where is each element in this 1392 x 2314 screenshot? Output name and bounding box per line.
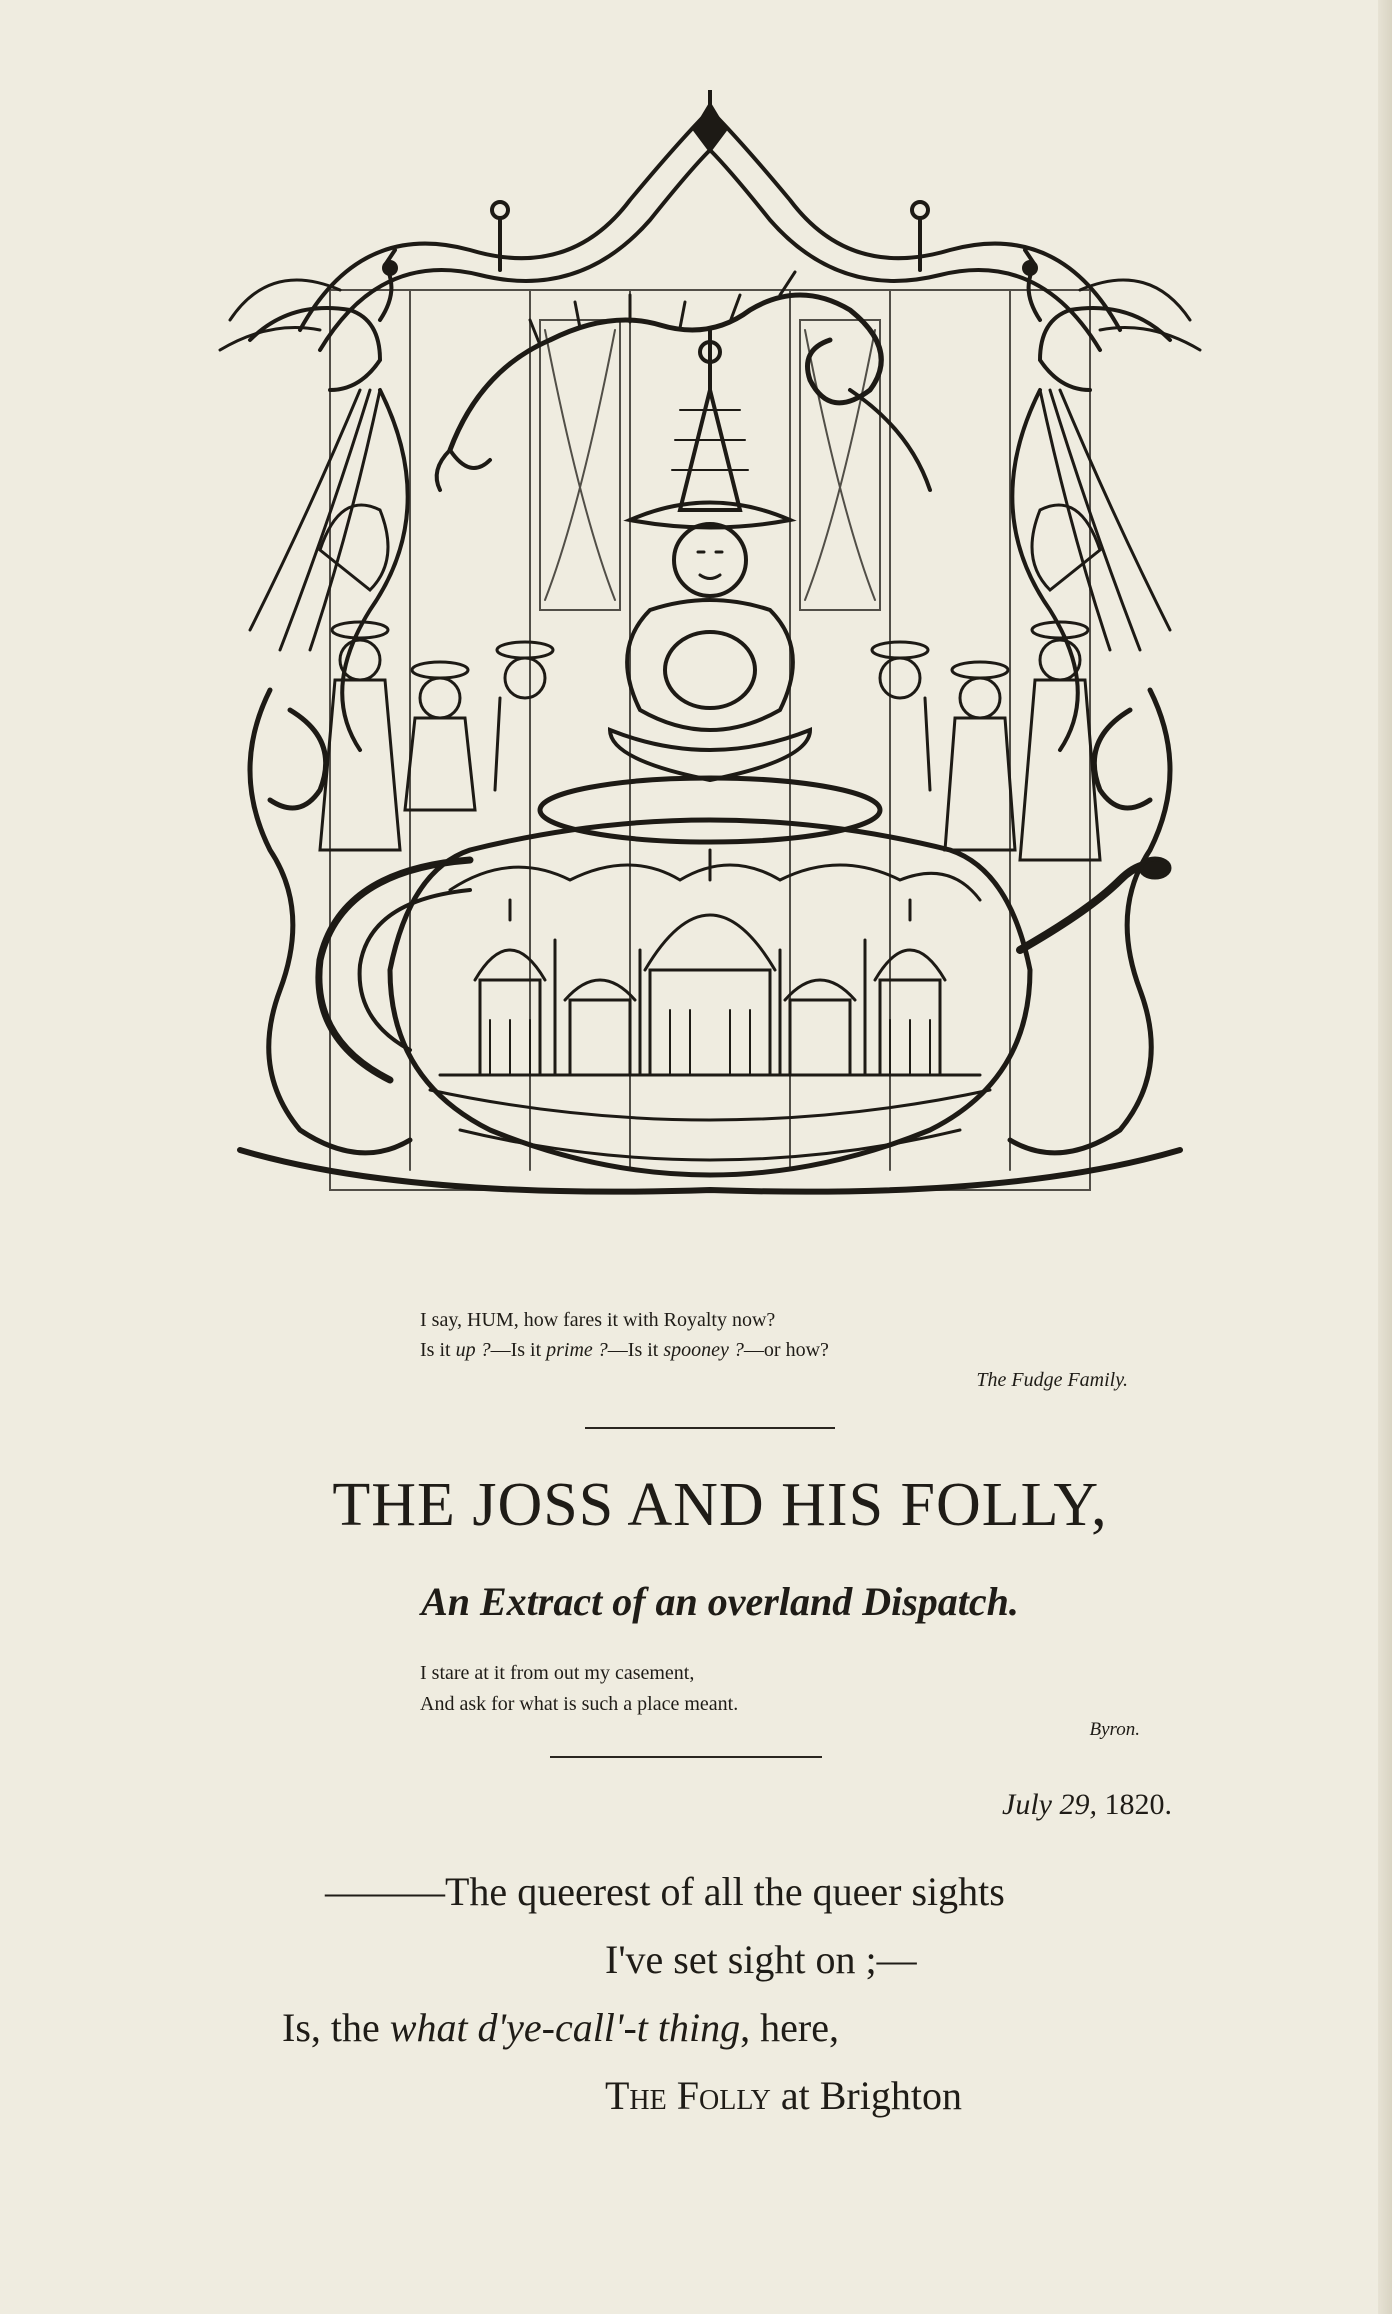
joss-figure: [610, 330, 810, 780]
right-phoenix: [1012, 250, 1200, 750]
page-title: THE JOSS AND HIS FOLLY,: [332, 1471, 1108, 1539]
teapot: [319, 778, 1169, 1175]
text-segment: Is, the: [282, 2005, 390, 2050]
date-year: 1820.: [1104, 1788, 1172, 1821]
poem-line-3: [282, 2004, 839, 2051]
epigraph-line-1: I stare at it from out my casement,: [420, 1662, 695, 1684]
text-segment: —Is it: [490, 1339, 547, 1361]
page-subtitle: An Extract of an overland Dispatch.: [421, 1579, 1019, 1624]
poem-line-2: I've set sight on ;—: [605, 1937, 917, 1982]
text-segment-small-caps: The Folly: [605, 2073, 771, 2118]
text-segment: , here,: [740, 2005, 839, 2050]
left-phoenix: [220, 250, 408, 750]
joss-teapot-engraving: [210, 90, 1210, 1250]
text-segment-italic: up ?: [455, 1339, 491, 1361]
text-segment-italic: spooney ?: [663, 1339, 744, 1361]
epigraph-byron: [420, 1658, 1140, 1740]
epigraph-attribution: The Fudge Family.: [976, 1369, 1128, 1391]
epigraph-fudge-family: [420, 1305, 1140, 1395]
poem-line-4: [605, 2072, 962, 2119]
page-edge: [1378, 0, 1392, 2314]
pavilion-view: [440, 850, 980, 1075]
text-segment: —or how?: [743, 1339, 829, 1361]
divider-rule: [585, 1427, 835, 1429]
poem-line-1: ———The queerest of all the queer sights: [325, 1869, 1005, 1914]
dragon: [437, 272, 930, 490]
attendant-figures: [320, 505, 1100, 860]
text-segment: Is it: [420, 1339, 456, 1361]
dispatch-date: [1002, 1788, 1172, 1822]
background-panels: [330, 290, 1090, 1190]
epigraph-line-2: And ask for what is such a place meant.: [420, 1693, 739, 1715]
canopy-frame: [300, 90, 1120, 350]
text-segment: —Is it: [607, 1339, 664, 1361]
text-segment-italic: prime ?: [546, 1339, 608, 1361]
epigraph-line-1: I say, HUM, how fares it with Royalty now?: [420, 1309, 776, 1331]
epigraph-attribution: Byron.: [1089, 1719, 1140, 1740]
divider-rule: [550, 1756, 822, 1758]
text-segment: at Brighton: [770, 2073, 962, 2118]
text-segment-italic: what d'ye-call'-t thing: [389, 2005, 741, 2050]
epigraph-line-2: [420, 1335, 1140, 1365]
date-month-day: July 29,: [1002, 1788, 1097, 1821]
